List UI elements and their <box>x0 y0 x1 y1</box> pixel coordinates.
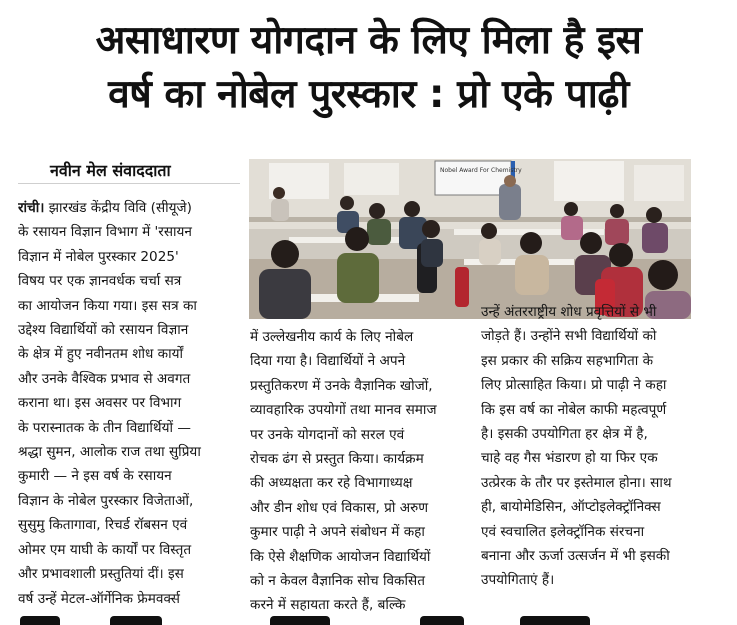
column-1-line: के रसायन विज्ञान विभाग में 'रसायन <box>18 224 192 241</box>
column-1-line: और उनके वैश्विक प्रभाव से अवगत <box>18 370 191 387</box>
column-2-line: प्रस्तुतिकरण में उनके वैज्ञानिक खोजों, <box>250 377 433 394</box>
column-1-line: कराना था। इस अवसर पर विभाग <box>18 395 182 412</box>
headline <box>0 14 737 122</box>
column-1-line: वर्ष उन्हें मेटल-ऑर्गेनिक फ्रेमवर्क्स <box>18 590 180 607</box>
byline: नवीन मेल संवाददाता <box>50 161 171 180</box>
column-1-line: के परास्नातक के तीन विद्यार्थियों — <box>18 419 191 436</box>
photo-banner-text: Nobel Award For Chemistry <box>440 167 522 174</box>
column-3-line: उन्हें अंतरराष्ट्रीय शोध प्रवृत्तियों से भी <box>481 304 657 320</box>
column-1-line: ओमर एम याघी के कार्यों पर विस्तृत <box>18 541 192 558</box>
column-3-line: ही, बायोमेडिसिन, ऑप्टोइलेक्ट्रॉनिक्स <box>481 499 661 516</box>
column-3-line: बनाना और ऊर्जा उत्सर्जन में भी इसकी <box>481 548 670 565</box>
column-1-line: श्रद्धा सुमन, आलोक राज तथा सुप्रिया <box>18 444 201 461</box>
column-2-line: की अध्यक्षता कर रहे विभागाध्यक्ष <box>250 475 413 492</box>
column-2-line: में उल्लेखनीय कार्य के लिए नोबेल <box>250 329 414 345</box>
column-2-line: करने में सहायता करते हैं, बल्कि <box>250 597 406 614</box>
column-2-line: पर उनके योगदानों को सरल एवं <box>250 426 405 443</box>
column-1-line: विषय पर एक ज्ञानवर्धक चर्चा सत्र <box>18 273 182 290</box>
column-1-line: सुसुमु कितागावा, रिचर्ड रॉबसन एवं <box>18 517 188 534</box>
column-3-line: है। इसकी उपयोगिता हर क्षेत्र में है, <box>481 426 648 443</box>
classroom-photo-illustration <box>249 159 691 319</box>
column-3-line: जोड़ते हैं। उन्होंने सभी विद्यार्थियों को <box>481 328 657 345</box>
column-1-line: उद्देश्य विद्यार्थियों को रसायन विज्ञान <box>18 322 189 339</box>
dateline: रांची। <box>18 200 45 216</box>
column-3-line: कि इस वर्ष का नोबेल काफी महत्वपूर्ण <box>481 401 667 418</box>
column-3-line: उपयोगिताएं हैं। <box>481 572 555 589</box>
column-2-line: व्यावहारिक उपयोगों तथा मानव समाज <box>250 402 437 419</box>
column-3-line: इस प्रकार की सक्रिय सहभागिता के <box>481 352 654 369</box>
column-2-line: कि ऐसे शैक्षणिक आयोजन विद्यार्थियों <box>250 548 431 565</box>
column-2-line: कुमार पाढ़ी ने अपने संबोधन में कहा <box>250 524 425 541</box>
column-2-line: रोचक ढंग से प्रस्तुत किया। कार्यक्रम <box>250 451 424 468</box>
column-1-line-1: रांची। झारखंड केंद्रीय विवि (सीयूजे) <box>18 200 192 216</box>
article-column-1 <box>18 196 240 611</box>
column-3-line: एवं स्वचालित इलेक्ट्रॉनिक संरचना <box>481 523 645 540</box>
headline-line-1: असाधारण योगदान के लिए मिला है इस <box>95 18 642 63</box>
column-1-line: कुमारी — ने इस वर्ष के रसायन <box>18 468 172 485</box>
column-2-line: और डीन शोध एवं विकास, प्रो अरुण <box>250 499 429 516</box>
column-1-line: विज्ञान के नोबेल पुरस्कार विजेताओं, <box>18 492 194 509</box>
column-2-line: दिया गया है। विद्यार्थियों ने अपने <box>250 353 406 370</box>
column-1-line: विज्ञान में नोबेल पुरस्कार 2025' <box>18 248 179 265</box>
column-1-line: का आयोजन किया गया। इस सत्र का <box>18 297 197 314</box>
column-1-line: के क्षेत्र में हुए नवीनतम शोध कार्यों <box>18 346 184 363</box>
byline-divider <box>18 183 240 184</box>
column-3-line: उत्प्रेरक के तौर पर इस्तेमाल होना। साथ <box>481 474 672 491</box>
article-column-3 <box>481 300 691 593</box>
headline-line-2: वर्ष का नोबेल पुरस्कार : प्रो एके पाढ़ी <box>108 72 629 117</box>
next-headline-cutoff <box>0 612 737 625</box>
article-photo <box>249 159 691 319</box>
column-3-line: लिए प्रोत्साहित किया। प्रो पाढ़ी ने कहा <box>481 377 667 394</box>
column-3-line: चाहे वह गैस भंडारण हो या फिर एक <box>481 450 658 467</box>
column-1-line: और प्रभावशाली प्रस्तुतियां दीं। इस <box>18 566 184 583</box>
column-2-line: को न केवल वैज्ञानिक सोच विकसित <box>250 573 425 590</box>
article-column-2 <box>250 325 460 618</box>
